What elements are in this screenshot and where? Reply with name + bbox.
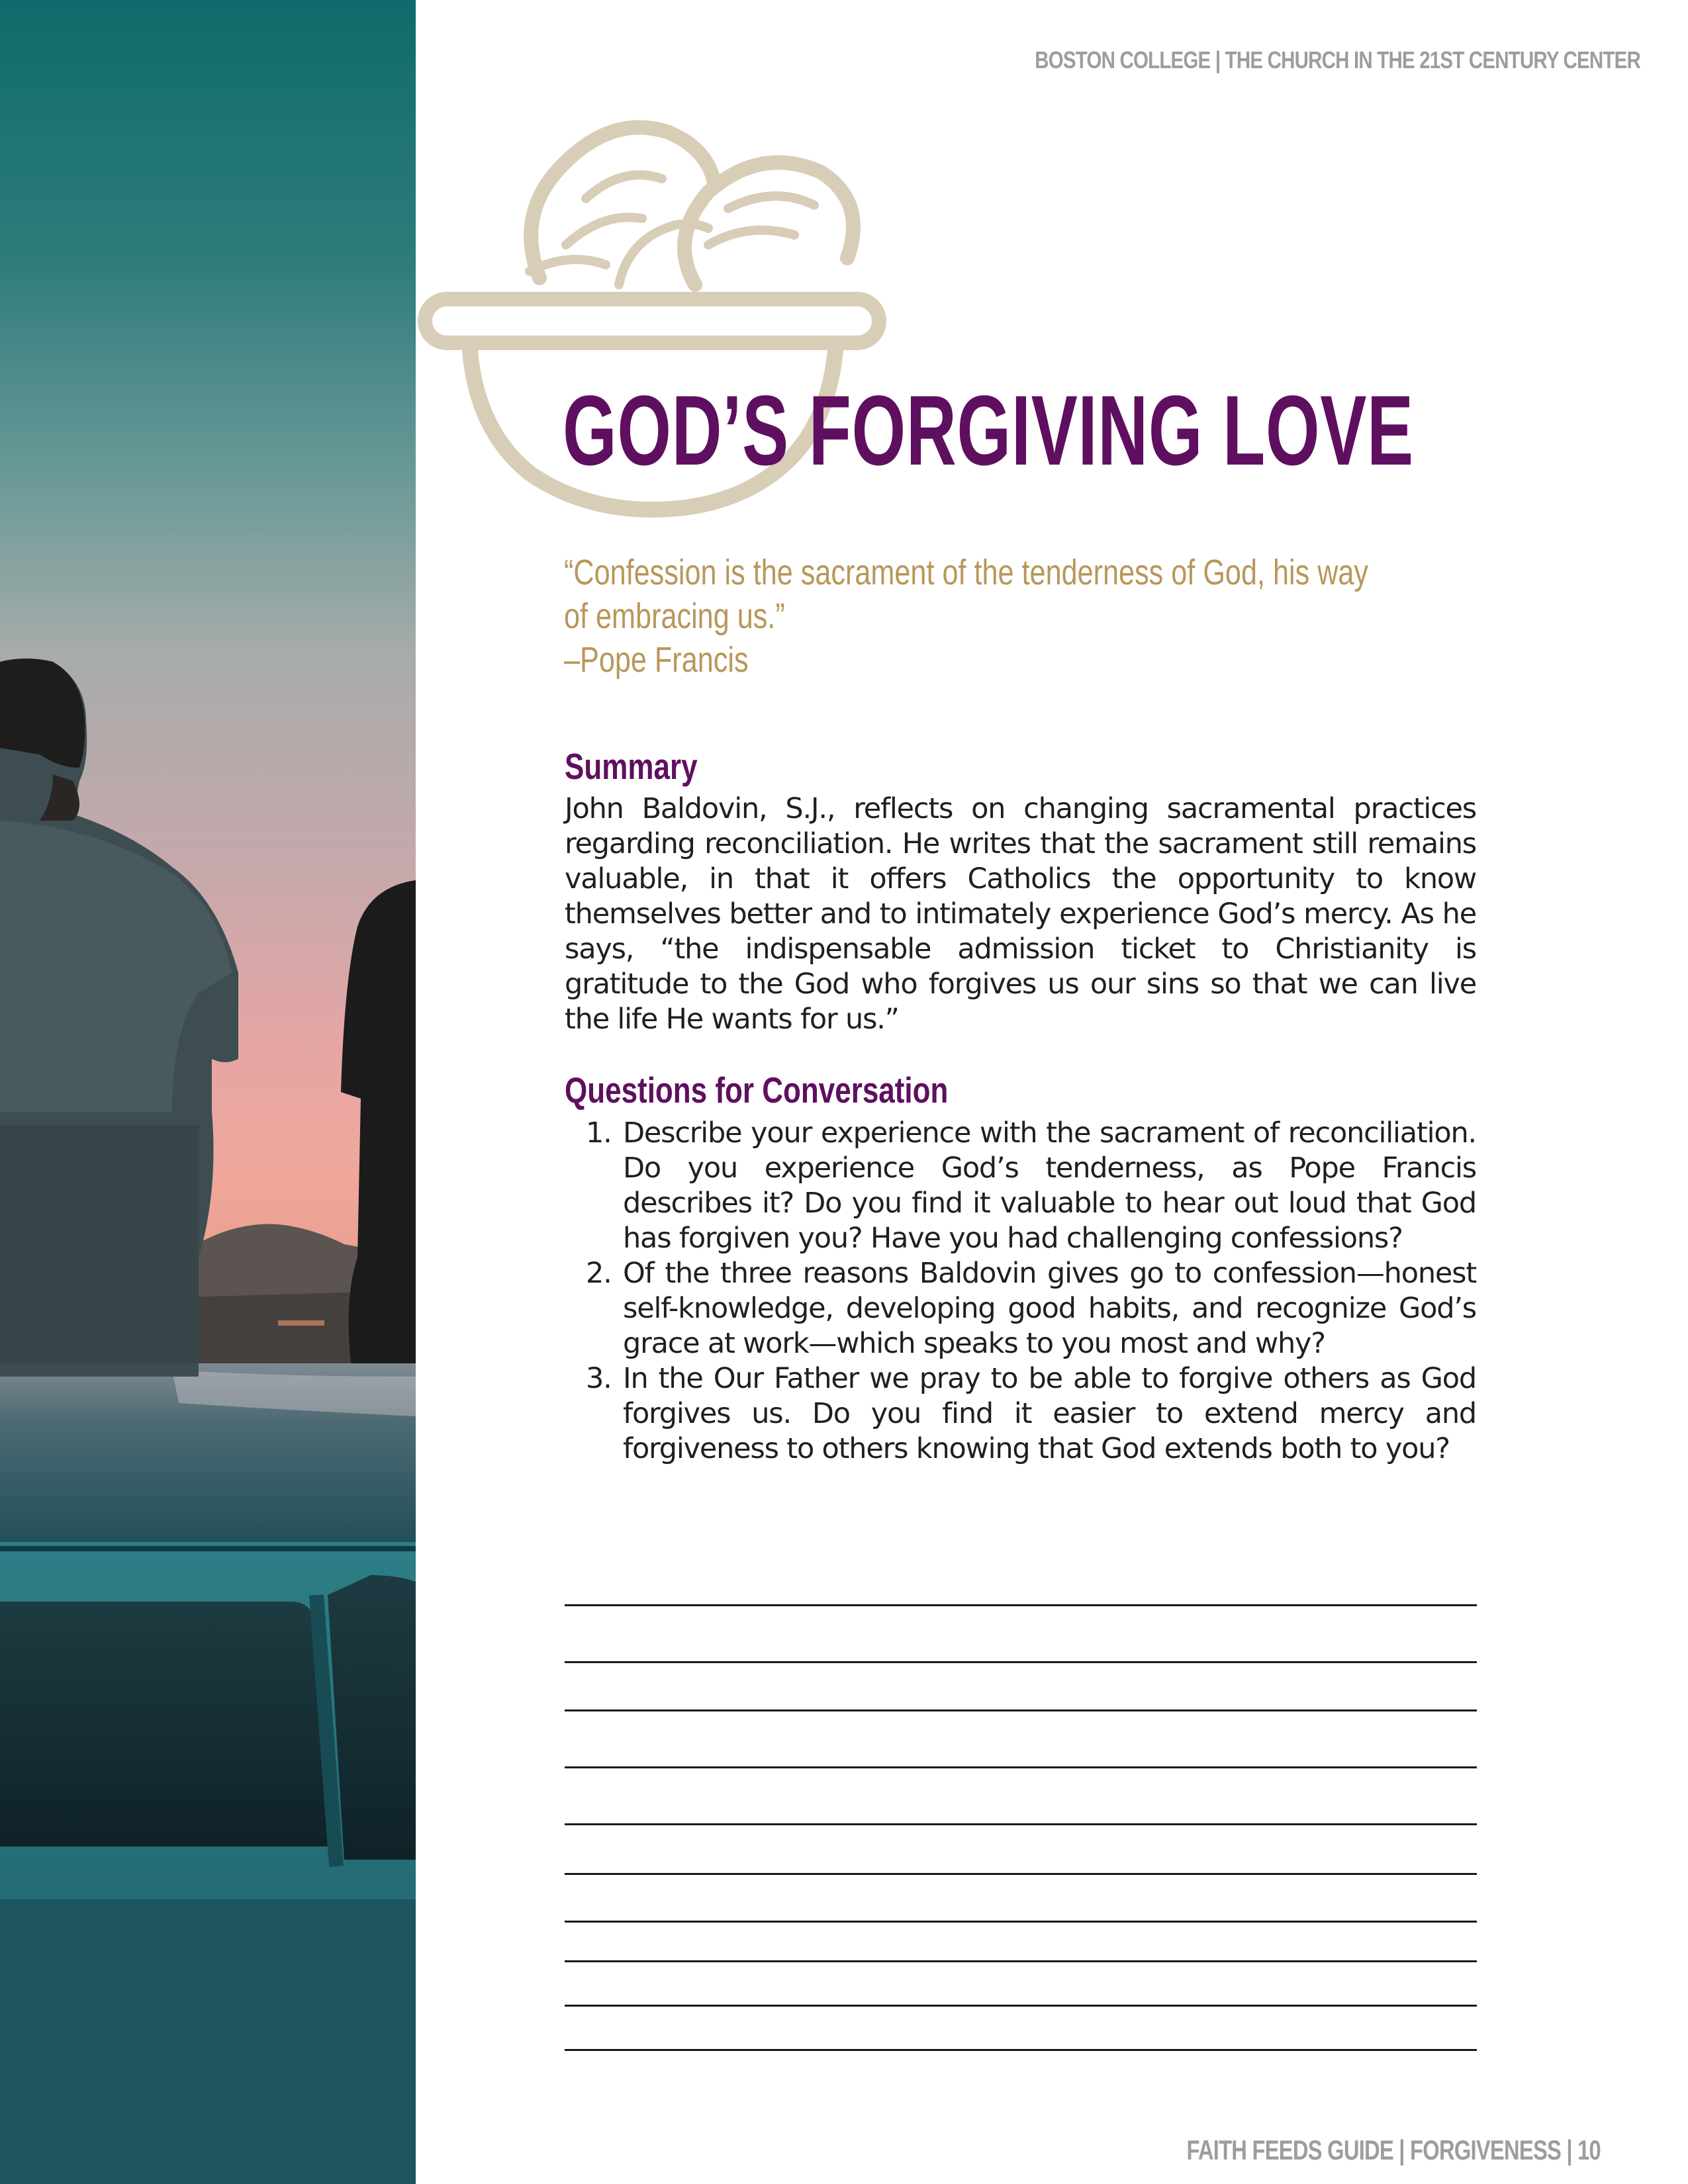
questions-heading: Questions for Conversation bbox=[565, 1069, 949, 1111]
writing-line bbox=[565, 1823, 1477, 1825]
summary-text: John Baldovin, S.J., reflects on changing sacramental practices regarding reconciliation. He writes that the sacrament still remains valuable, in that it offers Catholics the opportunity to know themselves better and to intimately experience God’s mercy. As he says, “the indispensable admission ticket to Christianity is gratitude to the God who forgives us our sins so that we can live the life He wants for us.” bbox=[565, 792, 1476, 1036]
question-item bbox=[586, 1361, 1476, 1467]
question-number: 2. bbox=[586, 1257, 612, 1290]
question-text: In the Our Father we pray to be able to forgive others as God forgives us. Do you find it easier to extend mercy and forgiveness to others knowing that God extends both to you? bbox=[623, 1362, 1476, 1465]
question-item bbox=[586, 1116, 1476, 1256]
quote-attribution: –Pope Francis bbox=[564, 640, 749, 680]
question-text: Describe your experience with the sacrament of reconciliation. Do you experience God’s tenderness, as Pope Francis describes it? Do you find it valuable to hear out loud that God has forgiven you? Have you had challenging confessions? bbox=[623, 1116, 1476, 1255]
sunset-photo bbox=[0, 0, 416, 2184]
quote-line-1: “Confession is the sacrament of the tenderness of God, his way bbox=[564, 553, 1369, 592]
page-title: GOD’S FORGIVING LOVE bbox=[563, 375, 1414, 486]
writing-line bbox=[565, 1873, 1477, 1875]
writing-line bbox=[565, 1604, 1477, 1606]
questions-list bbox=[565, 1116, 1476, 1467]
question-item bbox=[586, 1256, 1476, 1361]
quote-line-2: of embracing us.” bbox=[564, 596, 785, 636]
writing-line bbox=[565, 1709, 1477, 1711]
question-text: Of the three reasons Baldovin gives go to confession—honest self-knowledge, developing good habits, and recognize God’s grace at work—which speaks to you most and why? bbox=[623, 1257, 1476, 1360]
writing-line bbox=[565, 1766, 1477, 1768]
writing-line bbox=[565, 1661, 1477, 1663]
writing-line bbox=[565, 2005, 1477, 2007]
running-footer: FAITH FEEDS GUIDE | FORGIVENESS | 10 bbox=[1186, 2134, 1601, 2165]
writing-line bbox=[565, 2049, 1477, 2051]
pope-francis-quote bbox=[564, 551, 1369, 682]
question-number: 1. bbox=[586, 1116, 612, 1150]
summary-heading: Summary bbox=[565, 746, 698, 787]
writing-line bbox=[565, 1921, 1477, 1923]
question-number: 3. bbox=[586, 1362, 612, 1395]
writing-line bbox=[565, 1960, 1477, 1962]
running-header: BOSTON COLLEGE | THE CHURCH IN THE 21ST CENTURY CENTER bbox=[1035, 46, 1640, 73]
